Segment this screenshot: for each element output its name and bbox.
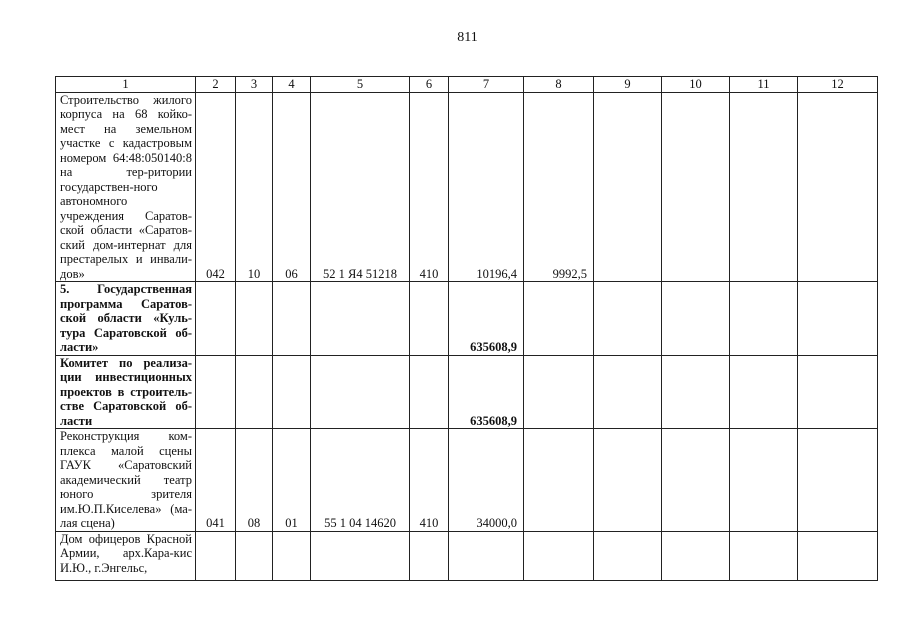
- cell-amount-7: [449, 531, 524, 580]
- cell-ministry-code: [196, 282, 236, 356]
- table-row: [56, 282, 878, 356]
- cell-subsection: [273, 355, 311, 429]
- row-name-cell: Строительство жилого корпуса на 68 койко-мест на земельном участке с кадастровым номером 64:48:050140:8 на тер-ритории государствен-ного автономного учреждения Саратов-ской области «Саратов-ский дом-интернат для престарелых и инвали-дов»: [56, 92, 196, 282]
- column-header: 5: [311, 77, 410, 93]
- cell-amount-12: [798, 282, 878, 356]
- row-name-cell: 5. Государственная программа Саратов-ской области «Куль-тура Саратовской об-ласти»: [56, 282, 196, 356]
- column-header: 9: [594, 77, 662, 93]
- cell-target-article: 52 1 Я4 51218: [311, 92, 410, 282]
- cell-amount-8: [524, 282, 594, 356]
- cell-target-article: [311, 355, 410, 429]
- table-row: [56, 531, 878, 580]
- cell-expense-type: [410, 282, 449, 356]
- cell-expense-type: 410: [410, 429, 449, 532]
- column-header: 1: [56, 77, 196, 93]
- cell-ministry-code: [196, 531, 236, 580]
- cell-section: [236, 355, 273, 429]
- cell-amount-8: [524, 531, 594, 580]
- cell-amount-7: 635608,9: [449, 355, 524, 429]
- cell-amount-9: [594, 355, 662, 429]
- row-name-cell: Комитет по реализа-ции инвестиционных проектов в строитель-стве Саратовской об-ласти: [56, 355, 196, 429]
- cell-amount-10: [662, 355, 730, 429]
- cell-amount-11: [730, 92, 798, 282]
- cell-amount-7: 34000,0: [449, 429, 524, 532]
- cell-target-article: 55 1 04 14620: [311, 429, 410, 532]
- cell-amount-11: [730, 531, 798, 580]
- cell-ministry-code: 041: [196, 429, 236, 532]
- cell-amount-7: 10196,4: [449, 92, 524, 282]
- cell-section: [236, 531, 273, 580]
- cell-target-article: [311, 531, 410, 580]
- cell-amount-9: [594, 282, 662, 356]
- cell-amount-11: [730, 355, 798, 429]
- cell-target-article: [311, 282, 410, 356]
- cell-amount-12: [798, 355, 878, 429]
- column-header: 2: [196, 77, 236, 93]
- cell-section: [236, 282, 273, 356]
- cell-amount-9: [594, 531, 662, 580]
- column-header: 10: [662, 77, 730, 93]
- cell-amount-8: [524, 355, 594, 429]
- cell-amount-9: [594, 92, 662, 282]
- cell-amount-10: [662, 429, 730, 532]
- table-row: [56, 355, 878, 429]
- cell-expense-type: [410, 355, 449, 429]
- budget-table: [55, 76, 878, 581]
- column-header: 3: [236, 77, 273, 93]
- cell-expense-type: 410: [410, 92, 449, 282]
- cell-amount-8: 9992,5: [524, 92, 594, 282]
- cell-amount-11: [730, 282, 798, 356]
- column-header: 7: [449, 77, 524, 93]
- column-header: 12: [798, 77, 878, 93]
- column-header: 6: [410, 77, 449, 93]
- cell-subsection: 06: [273, 92, 311, 282]
- page-number: 811: [457, 30, 478, 45]
- cell-subsection: [273, 531, 311, 580]
- column-header: 8: [524, 77, 594, 93]
- cell-amount-12: [798, 531, 878, 580]
- table-row: [56, 429, 878, 532]
- table-header-row: [56, 77, 878, 93]
- cell-amount-7: 635608,9: [449, 282, 524, 356]
- row-name-cell: Реконструкция ком-плекса малой сцены ГАУК «Саратовский академический театр юного зрителя им.Ю.П.Киселева» (ма-лая сцена): [56, 429, 196, 532]
- cell-subsection: [273, 282, 311, 356]
- cell-section: 08: [236, 429, 273, 532]
- cell-ministry-code: 042: [196, 92, 236, 282]
- table-row: [56, 92, 878, 282]
- cell-subsection: 01: [273, 429, 311, 532]
- cell-amount-11: [730, 429, 798, 532]
- cell-amount-10: [662, 92, 730, 282]
- cell-expense-type: [410, 531, 449, 580]
- cell-amount-8: [524, 429, 594, 532]
- cell-amount-12: [798, 92, 878, 282]
- cell-amount-9: [594, 429, 662, 532]
- row-name-cell: Дом офицеров Красной Армии, арх.Кара-кис И.Ю., г.Энгельс,: [56, 531, 196, 580]
- cell-section: 10: [236, 92, 273, 282]
- column-header: 4: [273, 77, 311, 93]
- column-header: 11: [730, 77, 798, 93]
- cell-amount-10: [662, 282, 730, 356]
- cell-ministry-code: [196, 355, 236, 429]
- cell-amount-12: [798, 429, 878, 532]
- cell-amount-10: [662, 531, 730, 580]
